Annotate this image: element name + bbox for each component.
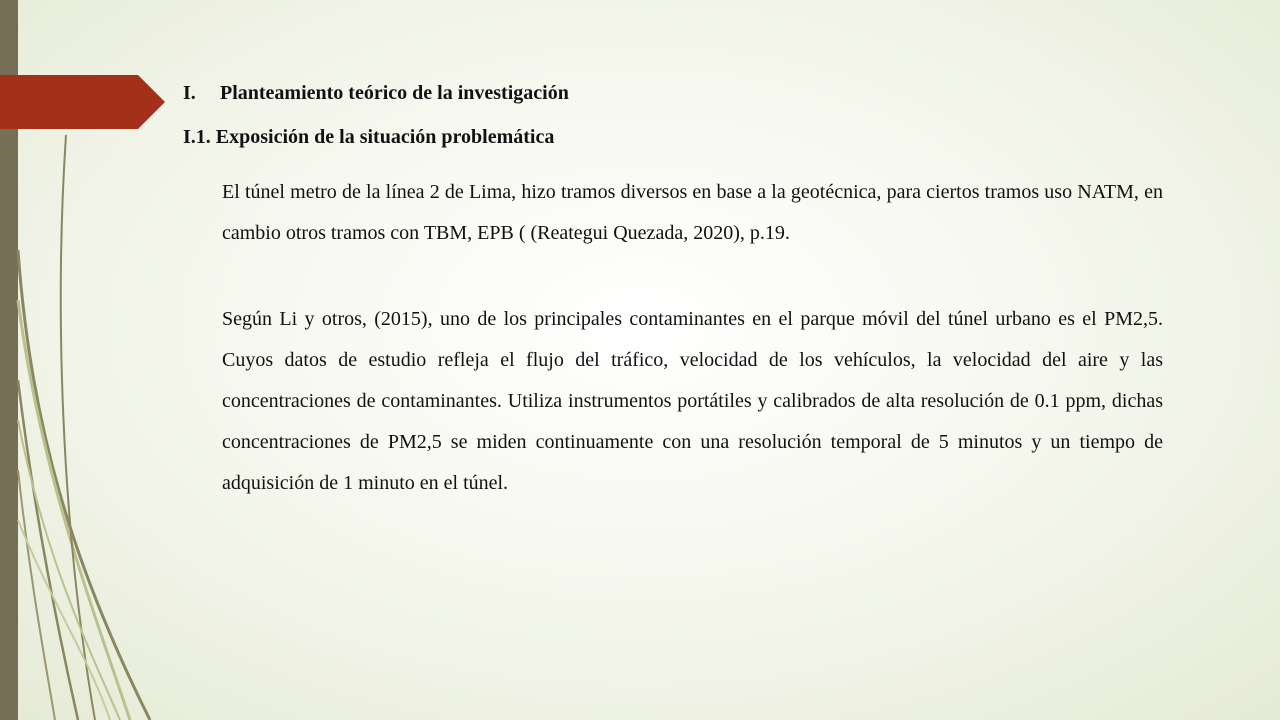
paragraph-1: El túnel metro de la línea 2 de Lima, hizo tramos diversos en base a la geotécnica, para ciertos tramos uso NATM, en cambio otros tramos con TBM, EPB ( (Reategui Quezada, 2020), p.19. <box>222 181 1163 244</box>
heading-number: I. <box>183 82 196 104</box>
heading-title: Planteamiento teórico de la investigación <box>220 82 569 104</box>
subsection-heading: I.1. Exposición de la situación problemática <box>183 126 555 148</box>
section-heading <box>183 82 569 105</box>
paragraph-2: Según Li y otros, (2015), uno de los principales contaminantes en el parque móvil del túnel urbano es el PM2,5. Cuyos datos de estudio refleja el flujo del tráfico, velocidad de los vehículos, la velocidad del aire y las concentraciones de contaminantes. Utiliza instrumentos portátiles y calibrados de alta resolución de 0.1 ppm, dichas concentraciones de PM2,5 se miden continuamente con una resolución temporal de 5 minutos y un tiempo de adquisición de 1 minuto en el túnel. <box>222 308 1163 494</box>
